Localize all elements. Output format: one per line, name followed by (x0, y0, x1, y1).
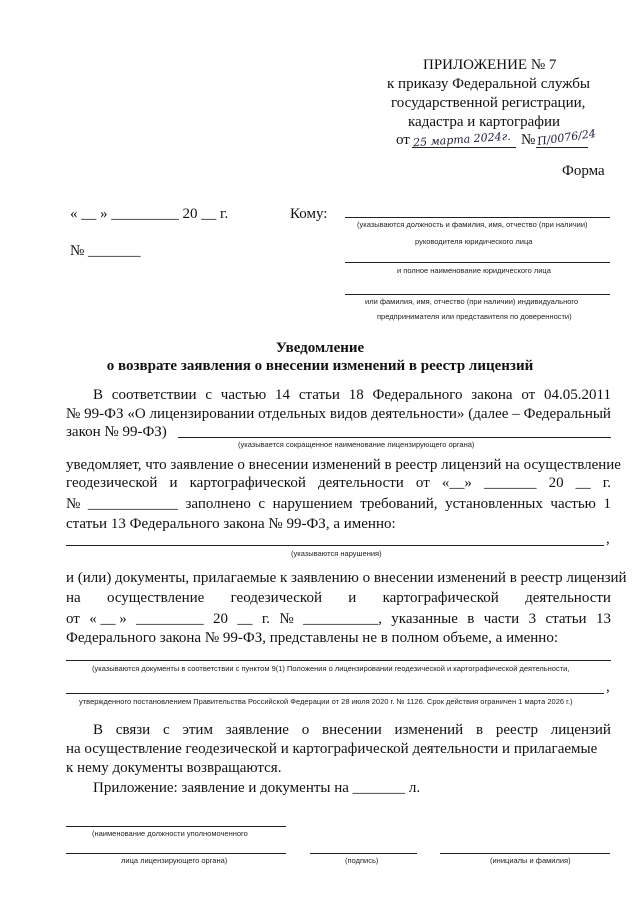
paragraph-3-line-3: от « __ » _________ 20 __ г. № __________, указанные в части 3 статьи 13 (66, 611, 611, 627)
recipient-hint-2: руководителя юридического лица (415, 237, 533, 246)
initials-line (440, 853, 610, 854)
position-hint-2: лица лицензирующего органа) (121, 856, 228, 865)
recipient-label: Кому: (290, 206, 328, 222)
notice-date-line: « __ » _________ 20 __ г. (70, 206, 229, 222)
documents-hint-1: (указываются документы в соответствии с пунктом 9(1) Положения о лицензировании геодезической и картографической деятельности, (92, 664, 570, 673)
licensing-authority-line (178, 437, 611, 438)
paragraph-1-line-3: закон № 99-ФЗ) (66, 424, 167, 440)
order-date-prefix: от (396, 132, 410, 148)
recipient-hint-5: предпринимателя или представителя по доверенности) (377, 312, 572, 321)
paragraph-3-line-4: Федерального закона № 99-ФЗ, представлены не в полном объеме, а именно: (66, 630, 558, 646)
initials-hint: (инициалы и фамилия) (490, 856, 571, 865)
violations-line (66, 545, 604, 546)
recipient-hint-1: (указываются должность и фамилия, имя, отчество (при наличии) (357, 220, 588, 229)
appendix-title: ПРИЛОЖЕНИЕ № 7 (423, 57, 557, 73)
notice-title: Уведомление (275, 340, 365, 356)
paragraph-2-line-4: статьи 13 Федерального закона № 99-ФЗ, а именно: (66, 516, 396, 532)
recipient-line-3 (345, 294, 610, 295)
paragraph-4-line-3: к нему документы возвращаются. (66, 760, 282, 776)
documents-hint-2: утвержденного постановлением Правительства Российской Федерации от 28 июля 2020 г. № 1126. Срок действия ограничен 1 марта 2026 г.) (79, 697, 573, 706)
order-number-prefix: № (521, 132, 536, 148)
recipient-hint-3: и полное наименование юридического лица (397, 266, 551, 275)
order-number-handwritten: П/0076/24 (536, 126, 597, 149)
position-line-2 (66, 853, 286, 854)
signature-hint: (подпись) (345, 856, 379, 865)
recipient-hint-4: или фамилия, имя, отчество (при наличии) индивидуального (365, 297, 579, 306)
documents-comma: , (606, 679, 610, 695)
licensing-authority-hint: (указывается сокращенное наименование лицензирующего органа) (238, 440, 475, 449)
appendix-line-4: кадастра и картографии (408, 114, 561, 130)
signature-line (310, 853, 417, 854)
paragraph-2-line-1: уведомляет, что заявление о внесении изменений в реестр лицензий на осуществление (66, 457, 621, 473)
position-hint-1: (наименование должности уполномоченного (92, 829, 248, 838)
appendix-line-2: к приказу Федеральной службы (387, 76, 591, 92)
form-label: Форма (562, 163, 605, 179)
paragraph-4-line-1: В связи с этим заявление о внесении изменений в реестр лицензий (93, 722, 611, 738)
paragraph-1-line-1: В соответствии с частью 14 статьи 18 Федерального закона от 04.05.2011 (93, 387, 611, 403)
violations-hint: (указываются нарушения) (291, 549, 382, 558)
recipient-line-2 (345, 262, 610, 263)
paragraph-2-line-3: № ____________ заполнено с нарушением требований, установленных частью 1 (66, 496, 611, 512)
order-date-handwritten: 25 марта 2024г. (412, 129, 512, 150)
paragraph-3-line-2: на осуществление геодезической и картографической деятельности (66, 590, 611, 606)
appendix-line-3: государственной регистрации, (391, 95, 586, 111)
notice-subtitle: о возврате заявления о внесении изменений в реестр лицензий (106, 358, 534, 374)
recipient-line-1 (345, 217, 610, 218)
paragraph-3-line-1: и (или) документы, прилагаемые к заявлению о внесении изменений в реестр лицензий (66, 570, 627, 586)
documents-line-1 (66, 660, 611, 661)
paragraph-1-line-2: № 99-ФЗ «О лицензировании отдельных видов деятельности» (далее – Федеральный (66, 406, 611, 422)
documents-line-2 (66, 693, 604, 694)
position-line-1 (66, 826, 286, 827)
paragraph-4-line-2: на осуществление геодезической и картографической деятельности и прилагаемые (66, 741, 598, 757)
violations-comma: , (606, 531, 610, 547)
attachment-line: Приложение: заявление и документы на _______ л. (93, 780, 421, 796)
notice-number-line: № _______ (70, 243, 141, 259)
paragraph-2-line-2: геодезической и картографической деятельности от «__» _______ 20 __ г. (66, 475, 611, 491)
